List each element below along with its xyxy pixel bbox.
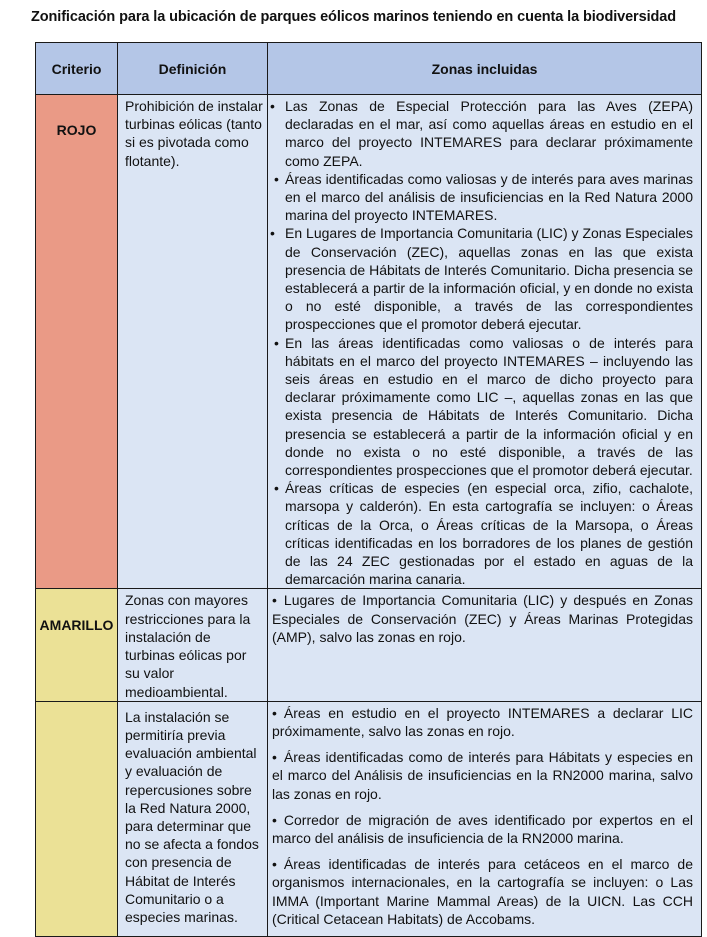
- list-item: • Áreas identificadas de interés para cetáceos en el marco de organismos internacionales, en la cartografía se incluyen: o Las IMMA (Important Marine Mammal Areas) de la UICN. Las CCH (Critical Cetacean Habitats) de Accobams.: [272, 856, 693, 927]
- zonas-cell: [268, 589, 702, 701]
- table-row-evaluacion: [36, 701, 702, 936]
- criterio-cell-rojo: [36, 95, 118, 589]
- header-criterio: Criterio: [36, 43, 118, 95]
- bullet-icon: •: [272, 856, 277, 873]
- list-item: • Áreas en estudio en el proyecto INTEMARES a declarar LIC próximamente, salvo las zonas en rojo.: [272, 704, 693, 739]
- list-item: • Corredor de migración de aves identificado por expertos en el marco del análisis de insuficiencia de la RN2000 marina.: [272, 811, 693, 846]
- document-title: Zonificación para la ubicación de parques eólicos marinos teniendo en cuenta la biodiversidad: [31, 9, 676, 25]
- criterio-label: AMARILLO: [39, 617, 114, 634]
- list-item: • Áreas críticas de especies (en especial orca, zifio, cachalote, marsopa y calderón). En esta cartografía se incluyen: o Áreas críticas de la Orca, o Áreas críticas de la Marsopa, o Áreas críticas identificadas en los borradores de los planes de gestión de las 24 ZEC gestionadas por el estado en aguas de la demarcación marina canaria.: [274, 480, 693, 588]
- bullet-icon: •: [272, 592, 277, 609]
- bullet-icon: •: [270, 98, 275, 114]
- definicion-cell: Zonas con mayores restricciones para la instalación de turbinas eólicas por su valor medioambiental.: [118, 589, 268, 701]
- list-item: • Áreas identificadas como valiosas y de interés para aves marinas en el marco del análisis de insuficiencias en la Red Natura 2000 marina del proyecto INTEMARES.: [274, 170, 693, 224]
- zonas-cell: [268, 701, 702, 936]
- definicion-cell: Prohibición de instalar turbinas eólicas (tanto si es pivotada como flotante).: [118, 95, 268, 589]
- criterio-cell-amarillo: [36, 589, 118, 701]
- table-header-row: [36, 43, 702, 95]
- list-item: • En las áreas identificadas como valiosas o de interés para hábitats en el marco del proyecto INTEMARES – incluyendo las seis áreas en estudio en el marco de dicho proyecto para declarar próximamente como LIC –, aquellas zonas en las que exista presencia de Hábitats de Interés Comunitario. Dicha presencia se establecerá a partir de la información oficial y en donde no exista o no esté disponible, a través de las correspondientes prospecciones que el promotor deberá ejecutar.: [274, 334, 693, 479]
- definicion-cell: La instalación se permitiría previa evaluación ambiental y evaluación de repercusiones sobre la Red Natura 2000, para determinar que no se afecta a fondos con presencia de Hábitat de Interés Comunitario o a especies marinas.: [118, 701, 268, 936]
- header-zonas: Zonas incluidas: [268, 43, 702, 95]
- bullet-icon: •: [270, 225, 275, 242]
- bullet-icon: •: [274, 480, 279, 497]
- list-item: • Lugares de Importancia Comunitaria (LIC) y después en Zonas Especiales de Conservación (ZEC) y Áreas Marinas Protegidas (AMP), salvo las zonas en rojo.: [272, 592, 693, 645]
- criterio-cell-empty: [36, 701, 118, 936]
- bullet-icon: •: [272, 811, 277, 828]
- zoning-table: [35, 42, 702, 937]
- bullet-icon: •: [274, 170, 279, 187]
- header-definicion: Definición: [118, 43, 268, 95]
- bullet-icon: •: [272, 749, 277, 766]
- list-item: • Las Zonas de Especial Protección para las Aves (ZEPA) declaradas en el mar, así como aquellas áreas en estudio en el marco del proyecto INTEMARES para declarar próximamente como ZEPA.: [270, 98, 693, 169]
- zonas-cell: [268, 95, 702, 589]
- criterio-label: ROJO: [56, 122, 97, 138]
- list-item: • Áreas identificadas como de interés para Hábitats y especies en el marco del Análisis de insuficiencias en la RN2000 marina, salvo las zonas en rojo.: [272, 749, 693, 802]
- bullet-icon: •: [274, 334, 279, 351]
- list-item: • En Lugares de Importancia Comunitaria (LIC) y Zonas Especiales de Conservación (ZEC), aquellas zonas en las que exista presencia de Hábitats de Interés Comunitario. Dicha presencia se establecerá a partir de la información oficial, y en donde no exista o no esté disponible, a través de las correspondientes prospecciones que el promotor deberá ejecutar.: [270, 225, 693, 333]
- bullet-icon: •: [272, 704, 277, 721]
- table-row-rojo: [36, 95, 702, 589]
- table-row-amarillo: [36, 589, 702, 701]
